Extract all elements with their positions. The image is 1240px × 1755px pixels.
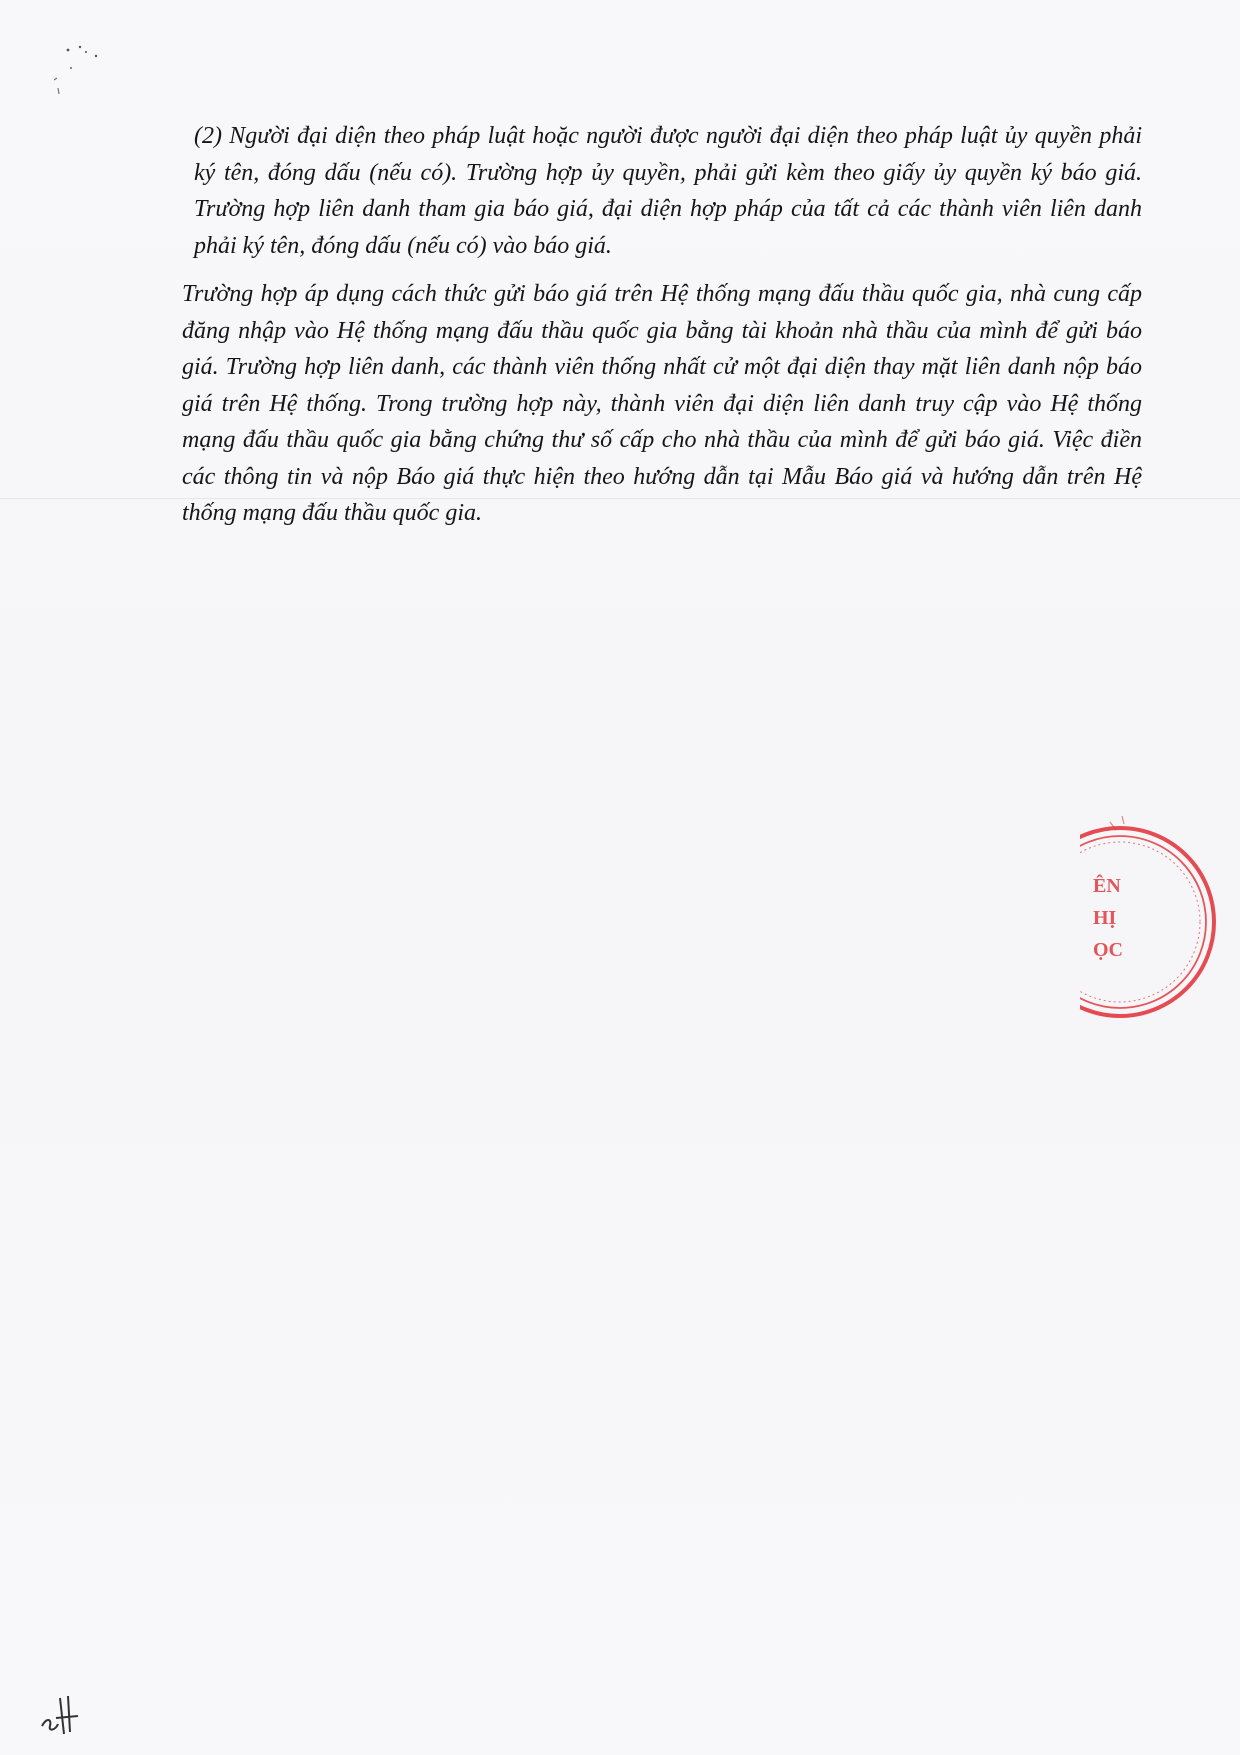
initials-signature bbox=[36, 1688, 96, 1738]
seal-fragment: ỌC bbox=[1093, 939, 1123, 961]
seal-fragment: ÊN bbox=[1093, 875, 1121, 897]
seal-text-fragments bbox=[1093, 870, 1133, 966]
document-body bbox=[182, 118, 1142, 532]
online-submission-paragraph: Trường hợp áp dụng cách thức gửi báo giá trên Hệ thống mạng đấu thầu quốc gia, nhà cung cấp đăng nhập vào Hệ thống mạng đấu thầu quốc gia bằng tài khoản nhà thầu của mình để gửi báo giá. Trường hợp liên danh, các thành viên thống nhất cử một đại diện thay mặt liên danh nộp báo giá trên Hệ thống. Trong trường hợp này, thành viên đại diện liên danh truy cập vào Hệ thống mạng đấu thầu quốc gia bằng chứng thư số cấp cho nhà thầu của mình để gửi báo giá. Việc điền các thông tin và nộp Báo giá thực hiện theo hướng dẫn tại Mẫu Báo giá và hướng dẫn trên Hệ thống mạng đấu thầu quốc gia. bbox=[182, 281, 1142, 526]
seal-fragment: HỊ bbox=[1093, 907, 1117, 929]
scan-specks bbox=[54, 44, 114, 104]
footnote-paragraph: (2) Người đại diện theo pháp luật hoặc người được người đại diện theo pháp luật ủy quyền phải ký tên, đóng dấu (nếu có). Trường hợp ủy quyền, phải gửi kèm theo giấy ủy quyền ký báo giá. Trường hợp liên danh tham gia báo giá, đại diện hợp pháp của tất cả các thành viên liên danh phải ký tên, đóng dấu (nếu có) vào báo giá. bbox=[194, 123, 1142, 259]
